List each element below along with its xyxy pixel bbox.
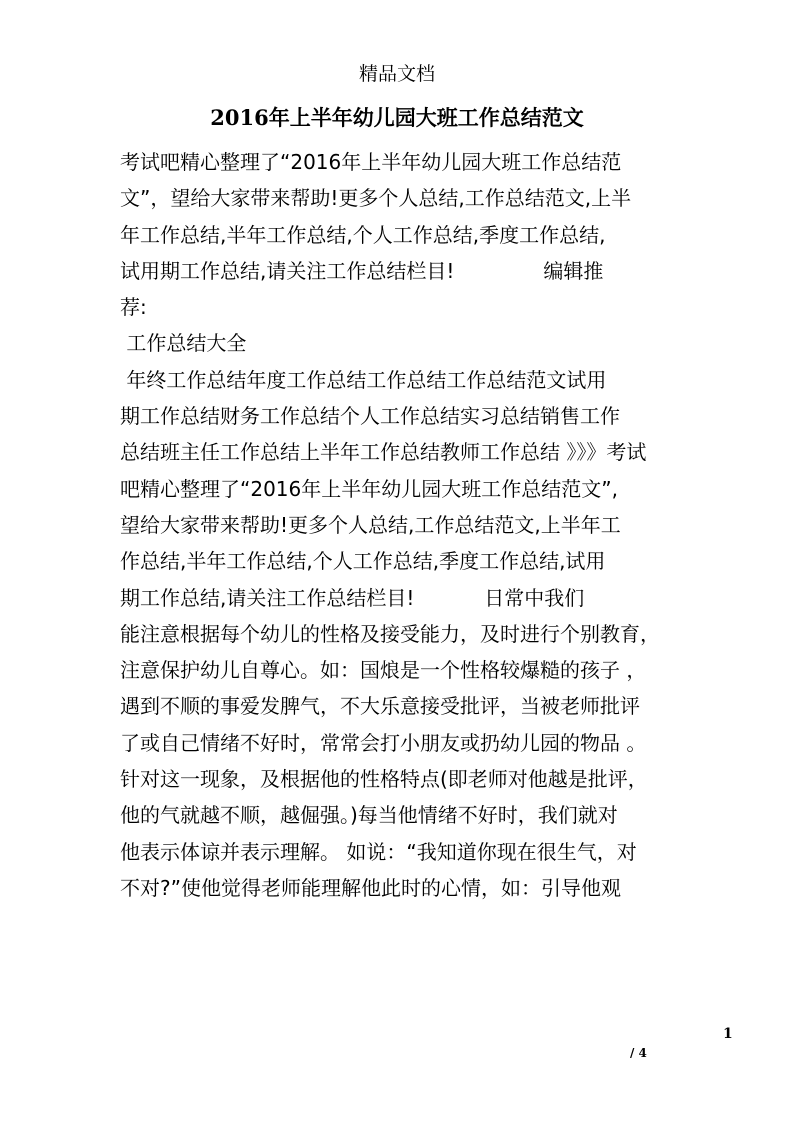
body-line: 注意保护幼儿自尊心。如：国烺是一个性格较爆糙的孩子 ，	[120, 658, 647, 683]
body-line: 他表示体谅并表示理解。 如说：“我知道你现在很生气，对	[120, 839, 637, 864]
body-line: 能注意根据每个幼儿的性格及接受能力，及时进行个别教育，	[120, 621, 660, 646]
body-line: 作总结,半年工作总结,个人工作总结,季度工作总结,试用	[120, 549, 606, 574]
document-body	[120, 144, 680, 906]
body-line: 年终工作总结年度工作总结工作总结工作总结范文试用	[120, 367, 607, 392]
body-line: 年工作总结,半年工作总结,个人工作总结,季度工作总结,	[120, 222, 606, 247]
body-line: 期工作总结,请关注工作总结栏目! 日常中我们	[120, 585, 585, 610]
body-line: 工作总结大全	[120, 331, 247, 356]
body-line: 他的气就越不顺，越倔强。)每当他情绪不好时，我们就对	[120, 803, 618, 828]
body-line: 吧精心整理了“2016年上半年幼儿园大班工作总结范文”,	[120, 476, 618, 501]
body-line: 遇到不顺的事爱发脾气，不大乐意接受批评，当被老师批评	[120, 694, 640, 719]
body-line: 了或自己情绪不好时，常常会打小朋友或扔幼儿园的物品 。	[120, 730, 647, 755]
body-line: 不对?”使他觉得老师能理解他此时的心情，如：引导他观	[120, 875, 621, 900]
body-line: 针对这一现象，及根据他的性格特点(即老师对他越是批评，	[120, 767, 648, 792]
body-line: 总结班主任工作总结上半年工作总结教师工作总结 》》》考试	[120, 440, 647, 465]
body-line: 期工作总结财务工作总结个人工作总结实习总结销售工作	[120, 404, 620, 429]
body-line: 试用期工作总结,请关注工作总结栏目! 编辑推	[120, 258, 604, 283]
document-title: 2016年上半年幼儿园大班工作总结范文	[210, 105, 584, 130]
body-line: 文”，望给大家带来帮助!更多个人总结,工作总结范文,上半	[120, 186, 632, 211]
document-header: 精品文档	[358, 63, 435, 85]
page-total: / 4	[630, 1046, 647, 1060]
body-line: 荐:	[120, 295, 147, 320]
body-line: 望给大家带来帮助!更多个人总结,工作总结范文,上半年工	[120, 512, 621, 537]
body-line: 考试吧精心整理了“2016年上半年幼儿园大班工作总结范	[120, 150, 622, 174]
page-number: 1	[723, 1026, 733, 1042]
